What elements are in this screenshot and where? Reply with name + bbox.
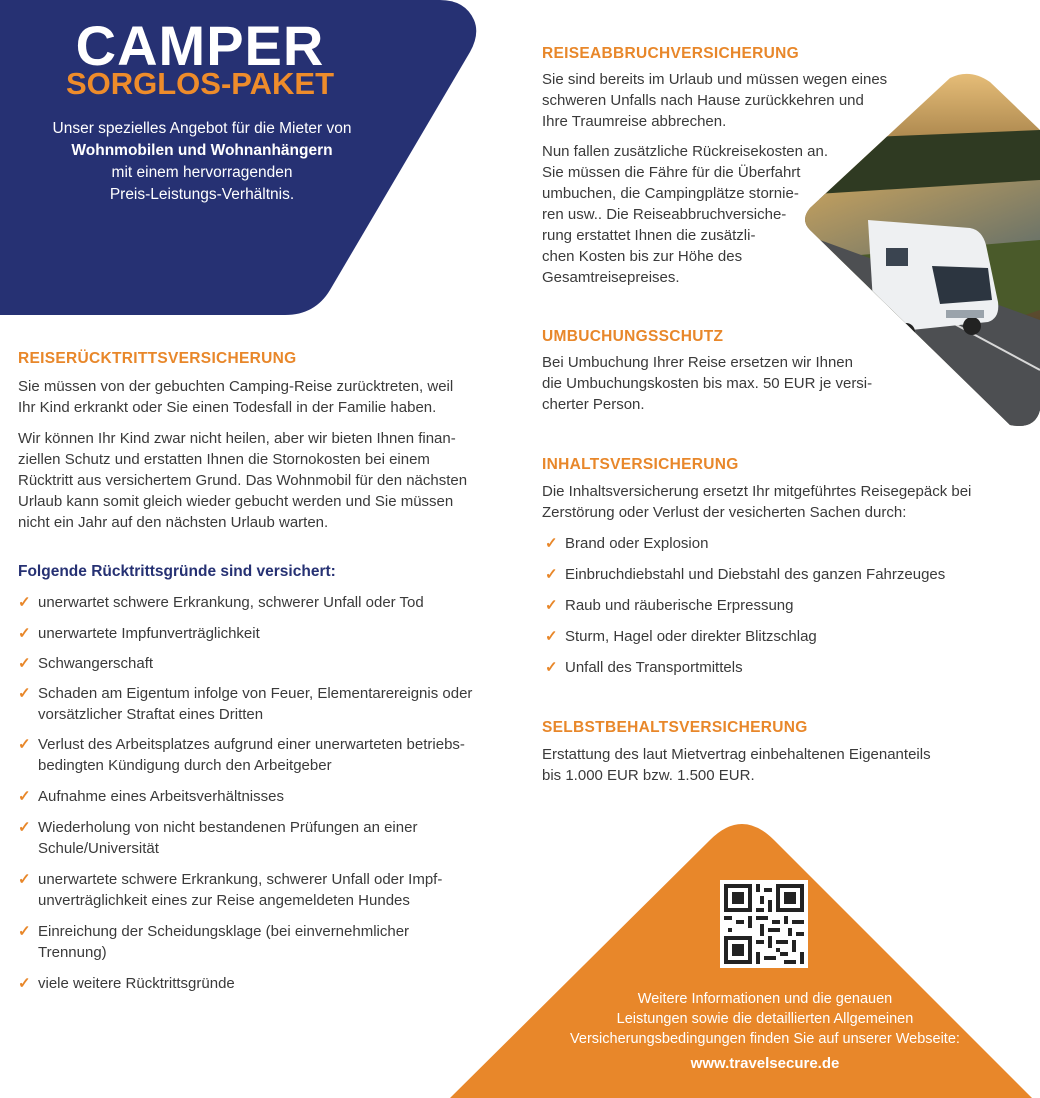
- page-title: CAMPER: [75, 14, 325, 77]
- website-link[interactable]: www.travelsecure.de: [690, 1055, 840, 1072]
- check-icon: ✓: [18, 871, 31, 888]
- reiseruecktritt-heading: REISERÜCKTRITTSVERSICHERUNG: [18, 350, 297, 367]
- inhalt-paragraph: Die Inhaltsversicherung ersetzt Ihr mitgeführtes Reisegepäck bei Zerstörung oder Verlust der vesicherten Sachen durch:: [542, 483, 972, 521]
- check-icon: ✓: [18, 923, 31, 940]
- header-intro: Unser spezielles Angebot für die Mieter von Wohnmobilen und Wohnanhängern mit einem hervorragenden Preis-Leistungs-Verhältnis.: [52, 120, 352, 203]
- list-item: ✓ unerwartete schwere Erkrankung, schwerer Unfall oder Impf- unverträglichkeit eines zur Reise angemeldeten Hundes: [18, 871, 443, 909]
- selbstbehalt-paragraph: Erstattung des laut Mietvertrag einbehaltenen Eigenanteils bis 1.000 EUR bzw. 1.500 EUR.: [542, 746, 931, 784]
- reasons-heading: Folgende Rücktrittsgründe sind versichert:: [18, 563, 336, 580]
- reiseabbruch-paragraph-1: Sie sind bereits im Urlaub und müssen wegen eines schweren Unfalls nach Hause zurückkehren und Ihre Traumreise abbrechen.: [542, 71, 888, 130]
- qr-code[interactable]: [720, 880, 808, 968]
- page-subtitle: SORGLOS-PAKET: [65, 66, 335, 101]
- check-icon: ✓: [18, 736, 31, 753]
- check-icon: ✓: [18, 788, 31, 805]
- list-item: ✓ Brand oder Explosion: [545, 535, 709, 552]
- reiseabbruch-paragraph-2: Nun fallen zusätzliche Rückreisekosten an. Sie müssen die Fähre für die Überfahrt umbuchen, die Campingplätze stornie- ren usw.. Die Reiseabbruchversiche- rung erstattet Ihnen die zusätzli- chen Kosten bis zur Höhe des Gesamtreisepreises.: [542, 143, 828, 286]
- reasons-list: [18, 592, 498, 994]
- check-icon: ✓: [18, 594, 31, 611]
- check-icon: ✓: [18, 685, 31, 702]
- check-icon: ✓: [18, 819, 31, 836]
- footer-info: Weitere Informationen und die genauen Leistungen sowie die detaillierten Allgemeinen Versicherungsbedingungen finden Sie auf unserer Webseite:: [570, 991, 960, 1047]
- umbuchung-heading: UMBUCHUNGSSCHUTZ: [542, 328, 724, 345]
- check-icon: ✓: [545, 566, 558, 583]
- check-icon: ✓: [18, 625, 31, 642]
- reiseruecktritt-paragraph-1: Sie müssen von der gebuchten Camping-Reise zurücktreten, weil Ihr Kind erkrankt oder Sie einen Todesfall in der Familie haben.: [18, 378, 454, 416]
- list-item: ✓ viele weitere Rücktrittsgründe: [18, 975, 235, 992]
- inhalt-list: [545, 533, 1005, 678]
- list-item: ✓ Wiederholung von nicht bestandenen Prüfungen an einer Schule/Universität: [18, 819, 418, 857]
- list-item: ✓ unerwartet schwere Erkrankung, schwerer Unfall oder Tod: [18, 594, 424, 611]
- list-item: ✓ Schaden am Eigentum infolge von Feuer, Elementarereignis oder vorsätzlicher Straftat eines Dritten: [18, 685, 473, 723]
- list-item: ✓ Aufnahme eines Arbeitsverhältnisses: [18, 788, 284, 805]
- check-icon: ✓: [545, 659, 558, 676]
- check-icon: ✓: [545, 597, 558, 614]
- list-item: ✓ Einbruchdiebstahl und Diebstahl des ganzen Fahrzeuges: [545, 566, 946, 583]
- umbuchung-paragraph: Bei Umbuchung Ihrer Reise ersetzen wir Ihnen die Umbuchungskosten bis max. 50 EUR je versi- cherter Person.: [542, 354, 873, 413]
- reiseabbruch-heading: REISEABBRUCHVERSICHERUNG: [542, 45, 799, 62]
- list-item: ✓ Sturm, Hagel oder direkter Blitzschlag: [545, 628, 817, 645]
- list-item: ✓ unerwartete Impfunverträglichkeit: [18, 625, 260, 642]
- list-item: ✓ Unfall des Transportmittels: [545, 659, 743, 676]
- check-icon: ✓: [545, 628, 558, 645]
- check-icon: ✓: [18, 975, 31, 992]
- check-icon: ✓: [18, 655, 31, 672]
- list-item: ✓ Raub und räuberische Erpressung: [545, 597, 794, 614]
- reiseruecktritt-paragraph-2: Wir können Ihr Kind zwar nicht heilen, aber wir bieten Ihnen finan- ziellen Schutz und erstatten Ihnen die Stornokosten bei einem Rücktritt aus versichertem Grund. Das Wohnmobil für den nächsten Urlaub kann somit gleich wieder gebucht werden und Sie müssen nicht ein Jahr auf den nächsten Urlaub warten.: [18, 430, 468, 531]
- selbstbehalt-heading: SELBSTBEHALTSVERSICHERUNG: [542, 719, 808, 736]
- check-icon: ✓: [545, 535, 558, 552]
- list-item: ✓ Verlust des Arbeitsplatzes aufgrund einer unerwarteten betriebs- bedingten Kündigung durch den Arbeitgeber: [18, 736, 465, 774]
- list-item: ✓ Schwangerschaft: [18, 655, 154, 672]
- list-item: ✓ Einreichung der Scheidungsklage (bei einvernehmlicher Trennung): [18, 923, 410, 961]
- inhalt-heading: INHALTSVERSICHERUNG: [542, 456, 739, 473]
